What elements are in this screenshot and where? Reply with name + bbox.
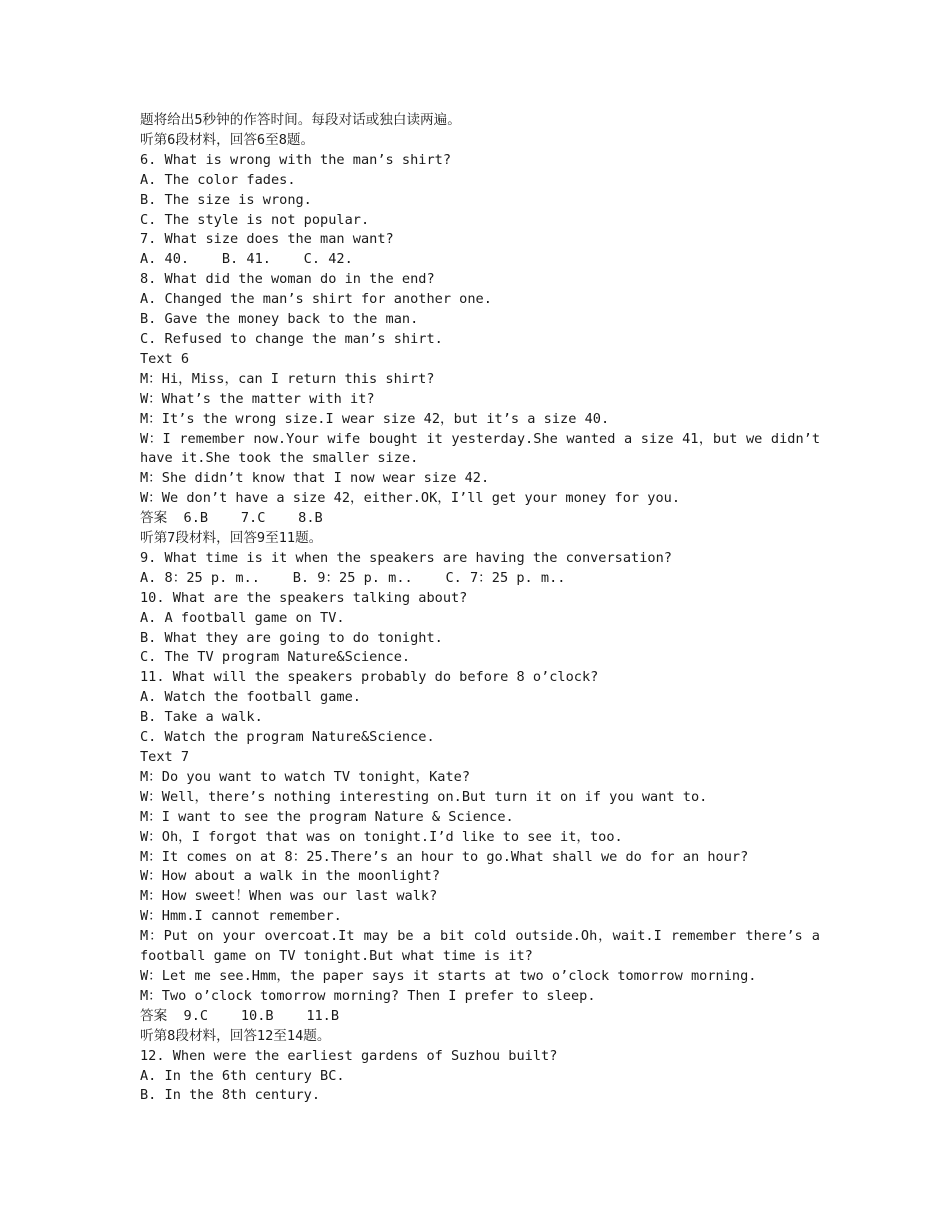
dialogue-line: W：Oh，I forgot that was on tonight.I’d like to see it，too.	[140, 828, 623, 845]
option-6c: C. The style is not popular.	[140, 211, 370, 228]
dialogue-line: M：How sweet！When was our last walk?	[140, 888, 438, 905]
option-6b: B. The size is wrong.	[140, 191, 312, 208]
dialogue-line: M：She didn’t know that I now wear size 42.	[140, 470, 490, 487]
dialogue-line: W：Well，there’s nothing interesting on.But turn it on if you want to.	[140, 788, 708, 805]
answer-key-9-11: 答案 9.C 10.B 11.B	[140, 1007, 340, 1024]
question-11: 11. What will the speakers probably do before 8 o’clock?	[140, 669, 599, 686]
dialogue-line: M：It comes on at 8：25.There’s an hour to go.What shall we do for an hour?	[140, 848, 749, 865]
dialogue-line: M：Hi，Miss，can I return this shirt?	[140, 370, 435, 387]
dialogue-line: M：It’s the wrong size.I wear size 42，but it’s a size 40.	[140, 410, 610, 427]
answer-key-6-8: 答案 6.B 7.C 8.B	[140, 510, 323, 527]
option-10c: C. The TV program Nature&Science.	[140, 649, 411, 666]
option-8b: B. Gave the money back to the man.	[140, 311, 419, 328]
options-9: A. 8：25 p. m.. B. 9：25 p. m.. C. 7：25 p. m..	[140, 569, 566, 586]
dialogue-line: M：Two o’clock tomorrow morning? Then I prefer to sleep.	[140, 987, 596, 1004]
question-6: 6. What is wrong with the man’s shirt?	[140, 151, 451, 168]
dialogue-line: M：Do you want to watch TV tonight，Kate?	[140, 768, 471, 785]
dialogue-line: W：We don’t have a size 42，either.OK，I’ll get your money for you.	[140, 490, 681, 507]
option-6a: A. The color fades.	[140, 171, 296, 188]
dialogue-line: W：How about a walk in the moonlight?	[140, 868, 441, 885]
question-9: 9. What time is it when the speakers are having the conversation?	[140, 549, 672, 566]
question-10: 10. What are the speakers talking about?	[140, 589, 468, 606]
option-10b: B. What they are going to do tonight.	[140, 629, 443, 646]
option-10a: A. A football game on TV.	[140, 609, 345, 626]
section-heading-7: 听第7段材料，回答9至11题。	[140, 530, 323, 547]
question-12: 12. When were the earliest gardens of Suzhou built?	[140, 1047, 558, 1064]
question-8: 8. What did the woman do in the end?	[140, 271, 435, 288]
section-heading-8: 听第8段材料，回答12至14题。	[140, 1027, 331, 1044]
transcript-title-6: Text 6	[140, 350, 190, 367]
document-page	[140, 111, 829, 1106]
option-11a: A. Watch the football game.	[140, 689, 361, 706]
dialogue-line: W：I remember now.Your wife bought it yesterday.She wanted a size 41，but we didn’t have it.She took the smaller size.	[140, 430, 829, 467]
dialogue-line: W：Hmm.I cannot remember.	[140, 908, 342, 925]
option-12b: B. In the 8th century.	[140, 1087, 321, 1104]
option-12a: A. In the 6th century BC.	[140, 1067, 345, 1084]
dialogue-line: W：Let me see.Hmm，the paper says it starts at two o’clock tomorrow morning.	[140, 967, 757, 984]
question-7: 7. What size does the man want?	[140, 231, 394, 248]
option-8a: A. Changed the man’s shirt for another one.	[140, 291, 492, 308]
option-11c: C. Watch the program Nature&Science.	[140, 729, 435, 746]
option-8c: C. Refused to change the man’s shirt.	[140, 330, 443, 347]
transcript-title-7: Text 7	[140, 749, 190, 765]
section-heading-6: 听第6段材料，回答6至8题。	[140, 131, 315, 148]
option-11b: B. Take a walk.	[140, 709, 263, 726]
dialogue-line: M：I want to see the program Nature & Science.	[140, 808, 514, 825]
dialogue-line: M：Put on your overcoat.It may be a bit cold outside.Oh，wait.I remember there’s a football game on TV tonight.But what time is it?	[140, 928, 829, 965]
options-7: A. 40. B. 41. C. 42.	[140, 251, 353, 268]
instruction-line: 题将给出5秒钟的作答时间。每段对话或独白读两遍。	[140, 112, 461, 128]
dialogue-line: W：What’s the matter with it?	[140, 390, 375, 407]
